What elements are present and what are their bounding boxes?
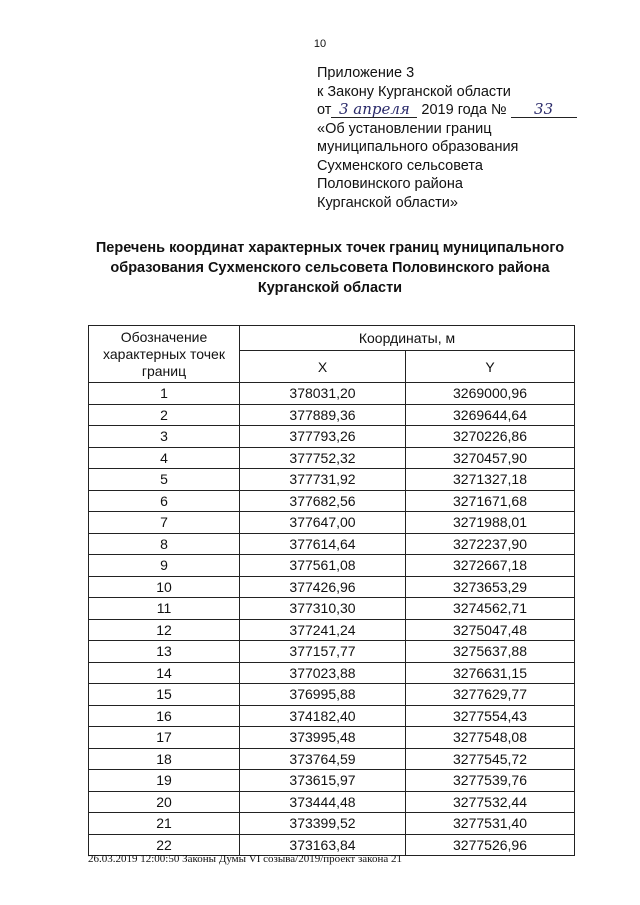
table-row (89, 791, 575, 813)
y-coordinate-cell: 3271988,01 (406, 512, 575, 534)
table-row (89, 705, 575, 727)
x-coordinate-cell: 373615,97 (240, 770, 406, 792)
coordinates-table-body (89, 383, 575, 856)
x-coordinate-cell: 376995,88 (240, 684, 406, 706)
y-coordinate-cell: 3277545,72 (406, 748, 575, 770)
point-number-cell: 18 (89, 748, 240, 770)
appendix-title: Приложение 3 (317, 65, 415, 81)
y-coordinate-cell: 3277629,77 (406, 684, 575, 706)
table-row (89, 684, 575, 706)
y-coordinate-cell: 3277548,08 (406, 727, 575, 749)
x-coordinate-cell: 377614,64 (240, 533, 406, 555)
y-coordinate-cell: 3275637,88 (406, 641, 575, 663)
coordinates-table (88, 325, 575, 856)
x-coordinate-cell: 377889,36 (240, 404, 406, 426)
point-number-cell: 16 (89, 705, 240, 727)
y-coordinate-cell: 3277532,44 (406, 791, 575, 813)
x-coordinate-cell: 373764,59 (240, 748, 406, 770)
appendix-law-title-4: Половинского района (317, 176, 463, 192)
appendix-block (317, 64, 617, 212)
x-coordinate-cell: 377241,24 (240, 619, 406, 641)
date-prefix: от (317, 102, 332, 118)
table-row (89, 533, 575, 555)
table-row (89, 813, 575, 835)
x-coordinate-cell: 373163,84 (240, 834, 406, 856)
table-row (89, 598, 575, 620)
table-row (89, 619, 575, 641)
y-coordinate-cell: 3277554,43 (406, 705, 575, 727)
point-number-cell: 8 (89, 533, 240, 555)
y-coordinate-cell: 3275047,48 (406, 619, 575, 641)
y-coordinate-cell: 3277531,40 (406, 813, 575, 835)
x-coordinate-cell: 377793,26 (240, 426, 406, 448)
header-y: Y (406, 351, 575, 383)
x-coordinate-cell: 373399,52 (240, 813, 406, 835)
table-row (89, 426, 575, 448)
point-number-cell: 1 (89, 383, 240, 405)
point-number-cell: 13 (89, 641, 240, 663)
x-coordinate-cell: 377023,88 (240, 662, 406, 684)
point-number-cell: 15 (89, 684, 240, 706)
table-row (89, 404, 575, 426)
point-number-cell: 3 (89, 426, 240, 448)
document-title-line-2: образования Сухменского сельсовета Половинского района (110, 260, 550, 276)
x-coordinate-cell: 373995,48 (240, 727, 406, 749)
handwritten-law-number: 33 (511, 102, 577, 118)
table-row (89, 447, 575, 469)
x-coordinate-cell: 377310,30 (240, 598, 406, 620)
table-row (89, 748, 575, 770)
header-point-designation: Обозначение характерных точек границ (89, 326, 240, 383)
header-coordinates: Координаты, м (240, 326, 575, 351)
point-number-cell: 5 (89, 469, 240, 491)
appendix-law-title-5: Курганской области» (317, 194, 458, 211)
x-coordinate-cell: 377426,96 (240, 576, 406, 598)
appendix-date-line (317, 101, 617, 120)
point-number-cell: 20 (89, 791, 240, 813)
table-row (89, 576, 575, 598)
point-number-cell: 12 (89, 619, 240, 641)
x-coordinate-cell: 377561,08 (240, 555, 406, 577)
x-coordinate-cell: 378031,20 (240, 383, 406, 405)
handwritten-date: 3 апреля (331, 102, 417, 118)
x-coordinate-cell: 377157,77 (240, 641, 406, 663)
table-row (89, 490, 575, 512)
y-coordinate-cell: 3272237,90 (406, 533, 575, 555)
x-coordinate-cell: 377731,92 (240, 469, 406, 491)
y-coordinate-cell: 3270226,86 (406, 426, 575, 448)
y-coordinate-cell: 3269644,64 (406, 404, 575, 426)
x-coordinate-cell: 373444,48 (240, 791, 406, 813)
header-x: X (240, 351, 406, 383)
point-number-cell: 7 (89, 512, 240, 534)
y-coordinate-cell: 3277526,96 (406, 834, 575, 856)
point-number-cell: 6 (89, 490, 240, 512)
table-row (89, 641, 575, 663)
table-row (89, 512, 575, 534)
footer-meta: 26.03.2019 12:00:50 Законы Думы VI созыва/2019/проект закона 21 (88, 853, 402, 865)
table-row (89, 727, 575, 749)
y-coordinate-cell: 3274562,71 (406, 598, 575, 620)
point-number-cell: 21 (89, 813, 240, 835)
table-row (89, 469, 575, 491)
table-row (89, 662, 575, 684)
x-coordinate-cell: 377752,32 (240, 447, 406, 469)
x-coordinate-cell: 377682,56 (240, 490, 406, 512)
x-coordinate-cell: 374182,40 (240, 705, 406, 727)
y-coordinate-cell: 3271327,18 (406, 469, 575, 491)
appendix-law-title-3: Сухменского сельсовета (317, 157, 483, 174)
x-coordinate-cell: 377647,00 (240, 512, 406, 534)
point-number-cell: 2 (89, 404, 240, 426)
point-number-cell: 11 (89, 598, 240, 620)
y-coordinate-cell: 3271671,68 (406, 490, 575, 512)
appendix-law-title-1: «Об установлении границ (317, 120, 492, 137)
y-coordinate-cell: 3269000,96 (406, 383, 575, 405)
point-number-cell: 14 (89, 662, 240, 684)
appendix-law-title-2: муниципального образования (317, 139, 519, 155)
page-number: 10 (313, 38, 327, 50)
y-coordinate-cell: 3272667,18 (406, 555, 575, 577)
date-suffix: 2019 года № (421, 102, 507, 118)
table-row (89, 383, 575, 405)
point-number-cell: 10 (89, 576, 240, 598)
y-coordinate-cell: 3270457,90 (406, 447, 575, 469)
point-number-cell: 4 (89, 447, 240, 469)
point-number-cell: 19 (89, 770, 240, 792)
point-number-cell: 9 (89, 555, 240, 577)
document-title-line-3: Курганской области (257, 280, 403, 296)
y-coordinate-cell: 3277539,76 (406, 770, 575, 792)
y-coordinate-cell: 3273653,29 (406, 576, 575, 598)
point-number-cell: 22 (89, 834, 240, 856)
table-row (89, 770, 575, 792)
table-row (89, 555, 575, 577)
y-coordinate-cell: 3276631,15 (406, 662, 575, 684)
point-number-cell: 17 (89, 727, 240, 749)
appendix-law-ref: к Закону Курганской области (317, 83, 511, 100)
document-title-line-1: Перечень координат характерных точек границ муниципального (95, 240, 565, 256)
document-title (70, 238, 590, 298)
